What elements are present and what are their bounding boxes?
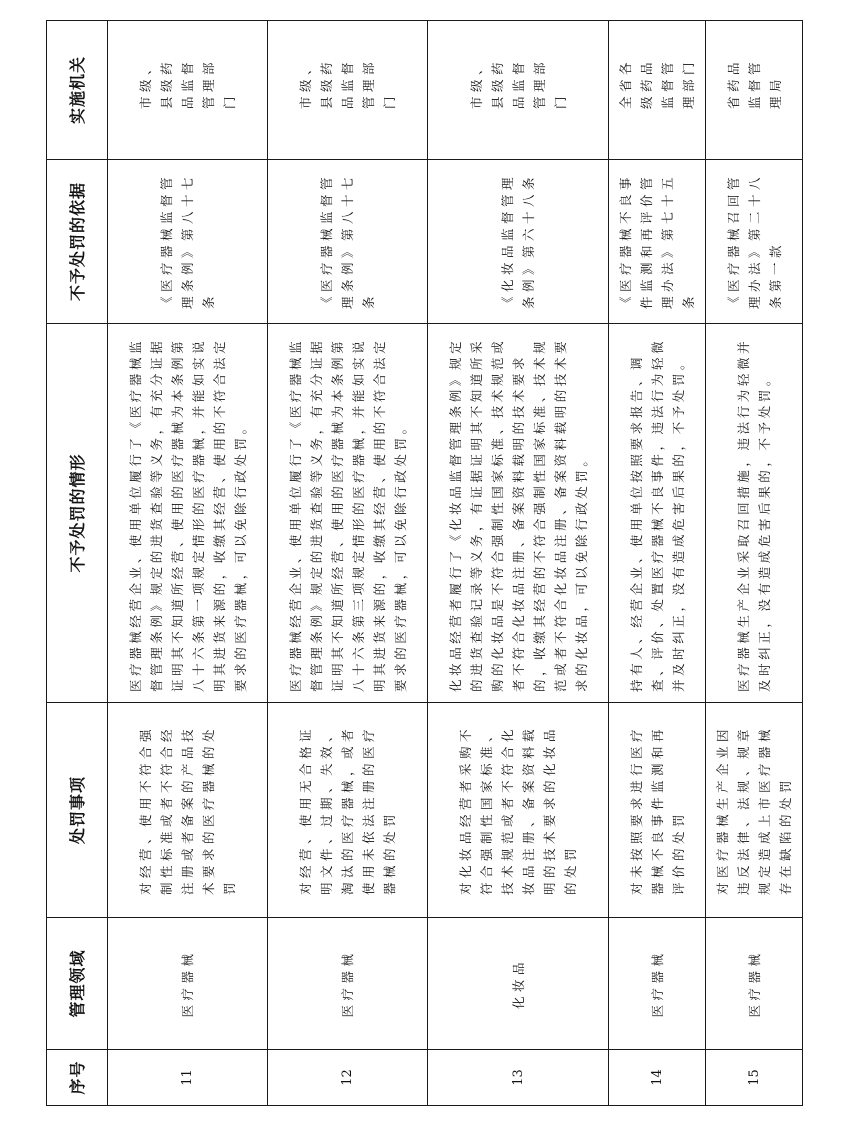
cell-field: 医疗器械 [706,918,803,1050]
header-row [47,21,108,1106]
table-row [108,21,268,1106]
cell-field: 医疗器械 [108,918,268,1050]
header-no: 序号 [47,1050,108,1106]
cell-field: 医疗器械 [268,918,428,1050]
cell-agency: 市级、县级药品监督管理部门 [108,21,268,160]
cell-condition: 化妆品经营者履行了《化妆品监督管理条例》规定的进货查验记录等义务，有证据证明其不知道所采购的化妆品是不符合强制性国家标准、技术规范或者不符合化妆品注册、备案资料载明的技术要求的，收缴其经营的不符合强制性国家标准、技术规范或者不符合化妆品注册、备案资料载明的技术要求的化妆品，可以免除行政处罚。 [428,324,609,703]
header-basis: 不予处罚的依据 [47,160,108,324]
cell-field: 化妆品 [428,918,609,1050]
cell-basis: 《医疗器械召回管理办法》第二十八条第一款 [706,160,803,324]
cell-condition: 持有人、经营企业、使用单位按照要求报告、调查、评价、处置医疗器械不良事件，违法行为轻微并及时纠正，没有造成危害后果的，不予处罚。 [609,324,706,703]
cell-basis: 《化妆品监督管理条例》第六十八条 [428,160,609,324]
cell-condition: 医疗器械经营企业、使用单位履行了《医疗器械监督管理条例》规定的进货查验等义务，有充分证据证明其不知道所经营、使用的医疗器械为本条例第八十六条第一项规定情形的医疗器械，并能如实说明其进货来源的，收缴其经营、使用的不符合法定要求的医疗器械，可以免除行政处罚。 [108,324,268,703]
exemption-table [46,20,803,1106]
header-item: 处罚事项 [47,703,108,918]
cell-field: 医疗器械 [609,918,706,1050]
table-row [268,21,428,1106]
header-field: 管理领域 [47,918,108,1050]
cell-no: 13 [428,1050,609,1106]
cell-condition: 医疗器械生产企业采取召回措施，违法行为轻微并及时纠正，没有造成危害后果的，不予处罚。 [706,324,803,703]
header-agency: 实施机关 [47,21,108,160]
cell-basis: 《医疗器械监督管理条例》第八十七条 [108,160,268,324]
header-condition: 不予处罚的情形 [47,324,108,703]
cell-no: 12 [268,1050,428,1106]
cell-item: 对未按照要求进行医疗器械不良事件监测和再评价的处罚 [609,703,706,918]
cell-condition: 医疗器械经营企业、使用单位履行了《医疗器械监督管理条例》规定的进货查验等义务，有充分证据证明其不知道所经营、使用的医疗器械为本条例第八十六条第三项规定情形的医疗器械，并能如实说明其进货来源的，收缴其经营、使用的不符合法定要求的医疗器械，可以免除行政处罚。 [268,324,428,703]
cell-agency: 全省各级药品监督管理部门 [609,21,706,160]
cell-no: 11 [108,1050,268,1106]
cell-item: 对经营、使用不符合强制性标准或者不符合经注册或者备案的产品技术要求的医疗器械的处罚 [108,703,268,918]
cell-agency: 市级、县级药品监督管理部门 [428,21,609,160]
table-row [428,21,609,1106]
cell-no: 14 [609,1050,706,1106]
rotated-page [46,21,799,1106]
cell-item: 对医疗器械生产企业因违反法律、法规、规章规定造成上市医疗器械存在缺陷的处罚 [706,703,803,918]
cell-item: 对经营、使用无合格证明文件、过期、失效、淘汰的医疗器械，或者使用未依法注册的医疗器械的处罚 [268,703,428,918]
cell-basis: 《医疗器械不良事件监测和再评价管理办法》第七十五条 [609,160,706,324]
cell-item: 对化妆品经营者采购不符合强制性国家标准、技术规范或者不符合化妆品注册、备案资料载明的技术要求的化妆品的处罚 [428,703,609,918]
cell-agency: 省药品监督管理局 [706,21,803,160]
table-row [609,21,706,1106]
cell-no: 15 [706,1050,803,1106]
cell-basis: 《医疗器械监督管理条例》第八十七条 [268,160,428,324]
cell-agency: 市级、县级药品监督管理部门 [268,21,428,160]
table-row [706,21,803,1106]
